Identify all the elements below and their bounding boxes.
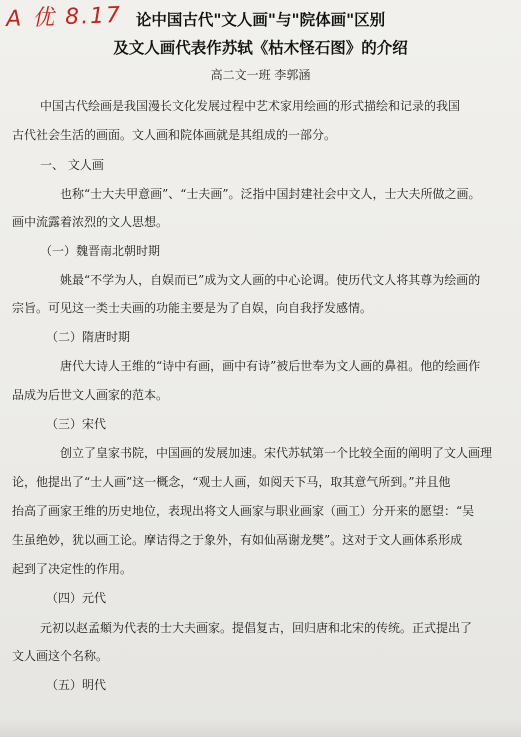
title-line-2: 及文人画代表作苏轼《枯木怪石图》的介绍 (113, 38, 408, 57)
intro-line: 古代社会生活的画面。文人画和院体画就是其组成的一部分。 (12, 128, 337, 142)
paragraph-line: 起到了决定性的作用。 (12, 562, 133, 576)
grade-annotation: A 优 8.17 (5, 2, 123, 33)
paragraph-line: 唐代大诗人王维的“诗中有画，画中有诗”被后世奉为文人画的鼻祖。他的绘画作 (60, 359, 481, 373)
paragraph-line: 论，他提出了“士人画”这一概念，“观士人画，如阅天下马，取其意气所到。”并且他 (12, 475, 451, 489)
paragraph-line: 姚最“不学为人，自娱而已”成为文人画的中心论调。使历代文人将其尊为绘画的 (60, 273, 481, 287)
section-heading: 一、 文人画 (40, 158, 104, 172)
period-heading: （五）明代 (46, 678, 107, 692)
intro-line: 中国古代绘画是我国漫长文化发展过程中艺术家用绘画的形式描绘和记录的我国 (40, 99, 461, 113)
paragraph-line: 文人画这个名称。 (12, 649, 109, 663)
paragraph-line: 也称“士大夫甲意画”、“士夫画”。泛指中国封建社会中文人，士大夫所做之画。 (60, 187, 481, 201)
paragraph-line: 创立了皇家书院，中国画的发展加速。宋代苏轼第一个比较全面的阐明了文人画理 (60, 446, 493, 460)
paragraph-line: 画中流露着浓烈的文人思想。 (12, 215, 169, 229)
paragraph-line: 抬高了画家王维的历史地位，表现出将文人画家与职业画家（画工）分开来的愿望：“吴 (12, 504, 475, 518)
paragraph-line: 元初以赵孟頫为代表的士大夫画家。提倡复古，回归唐和北宋的传统。正式提出了 (40, 621, 473, 635)
author-line: 高二文一班 李郭涵 (210, 68, 311, 82)
paragraph-line: 宗旨。可见这一类士夫画的功能主要是为了自娱，向自我抒发感情。 (12, 301, 373, 315)
period-heading: （四）元代 (46, 591, 107, 605)
page-edge-shadow (0, 719, 521, 737)
period-heading: （三）宋代 (46, 417, 107, 431)
paragraph-line: 品成为后世文人画家的范本。 (12, 388, 169, 402)
period-heading: （一）魏晋南北朝时期 (40, 244, 161, 258)
title-line-1: 论中国古代"文人画"与"院体画"区别 (135, 10, 386, 29)
paragraph-line: 生虽绝妙，犹以画工论。摩诘得之于象外，有如仙鬲谢龙樊”。这对于文人画体系形成 (12, 533, 463, 547)
period-heading: （二）隋唐时期 (46, 330, 131, 344)
